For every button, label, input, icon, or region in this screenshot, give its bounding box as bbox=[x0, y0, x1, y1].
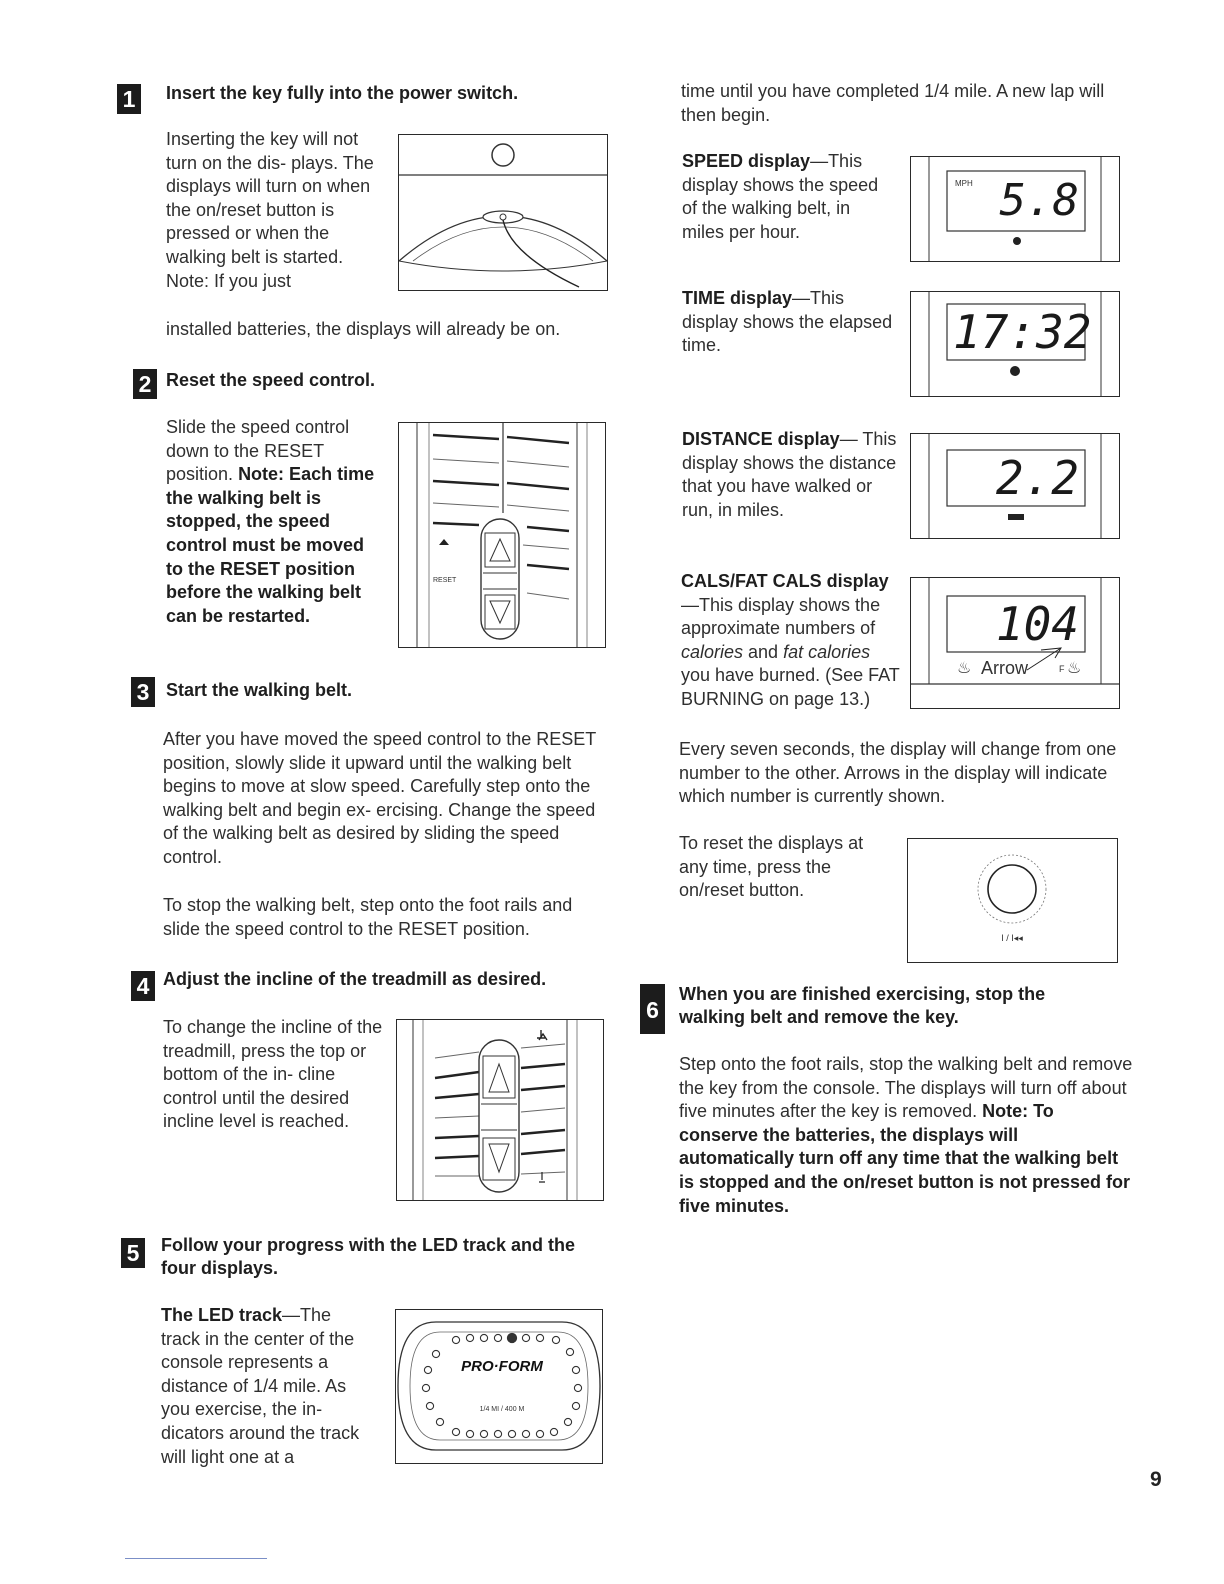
incline-control-figure bbox=[396, 1019, 604, 1201]
step-1-number: 1 bbox=[117, 84, 141, 114]
time-display-figure bbox=[910, 291, 1120, 397]
distance-display-figure bbox=[910, 433, 1120, 539]
cals-display-text: CALS/FAT CALS display—This display shows the approximate numbers of calories and fat calories you have burned. (See FAT BURNING on page 13.) bbox=[681, 571, 900, 709]
led-distance-label: 1/4 MI / 400 M bbox=[479, 1406, 525, 1413]
pro-form-logo: PRO·FORM bbox=[461, 1358, 543, 1375]
step-6-heading: When you are finished exercising, stop the walking belt and remove the key. bbox=[679, 984, 1046, 1027]
step-6-body: Step onto the foot rails, stop the walking belt and remove the key from the console. The displays will turn off about five minutes after the key is removed. Note: To conserve the batteries, the displays will automatically turn off any time that the walking belt is stopped and the on/reset button is not pressed for five minutes. bbox=[679, 1054, 1133, 1216]
step-1-body-tail: installed batteries, the displays will already be on. bbox=[166, 319, 561, 339]
led-continuation: time until you have completed 1/4 mile. A new lap will then begin. bbox=[681, 81, 1105, 125]
step-3-para-1: After you have moved the speed control to the RESET position, slowly slide it upward until the walking belt begins to move at slow speed. Carefully step onto the walking belt and begin ex- ercising. Change the speed of the walking belt as desired by sliding the speed control. bbox=[163, 729, 596, 867]
step-3-para-2: To stop the walking belt, step onto the foot rails and slide the speed control to the RESET position. bbox=[163, 895, 573, 939]
led-track-text: The LED track—The track in the center of the console represents a distance of 1/4 mile. As you exercise, the in- dicators around the track will light one at a bbox=[161, 1305, 360, 1467]
page-number: 9 bbox=[1150, 1468, 1162, 1491]
arrow-label: Arrow bbox=[981, 658, 1029, 678]
display-cycle-text: Every seven seconds, the display will change from one number to the other. Arrows in the display will indicate which number is currently shown. bbox=[679, 739, 1117, 807]
fat-flame-icon: ♨ bbox=[1067, 660, 1082, 677]
step-4-number: 4 bbox=[131, 971, 155, 1001]
step-2-number: 2 bbox=[133, 369, 157, 399]
step-4-body: To change the incline of the treadmill, press the top or bottom of the in- cline control until the desired incline level is reached. bbox=[163, 1017, 383, 1132]
reset-button-figure bbox=[907, 838, 1118, 963]
distance-value: 2.2 bbox=[995, 451, 1079, 505]
reset-label: RESET bbox=[433, 577, 457, 584]
cals-display-figure bbox=[910, 577, 1120, 709]
step-5-heading: Follow your progress with the LED track and the four displays. bbox=[161, 1235, 576, 1278]
speed-display-text: SPEED display—This display shows the speed of the walking belt, in miles per hour. bbox=[682, 151, 879, 242]
led-track-figure bbox=[395, 1309, 603, 1464]
on-reset-button-icon bbox=[988, 865, 1036, 913]
step-1-heading: Insert the key fully into the power switch. bbox=[166, 83, 519, 103]
incline-up-icon bbox=[537, 1030, 547, 1040]
footer-rule bbox=[125, 1558, 267, 1559]
reset-button-label: I / I◂◂ bbox=[1001, 933, 1023, 943]
distance-display-text: DISTANCE display— This display shows the distance that you have walked or run, in miles. bbox=[682, 429, 897, 520]
led-indicators bbox=[422, 1333, 581, 1437]
cal-flame-icon: ♨ bbox=[957, 660, 972, 677]
speed-display-figure bbox=[910, 156, 1120, 262]
distance-icon bbox=[1008, 514, 1024, 520]
fat-label: F bbox=[1059, 664, 1065, 674]
step-3-heading: Start the walking belt. bbox=[166, 680, 353, 700]
clock-icon bbox=[1010, 366, 1020, 376]
step-3-number: 3 bbox=[131, 677, 155, 707]
speed-slider-handle bbox=[481, 519, 519, 639]
speed-value: 5.8 bbox=[999, 175, 1079, 226]
step-2-body: Slide the speed control down to the RESET position. Note: Each time the walking belt is stopped, the speed control must be moved to the RESET position before the walking belt can be restarted. bbox=[166, 417, 375, 626]
step-6-number: 6 bbox=[640, 984, 665, 1034]
reset-display-text: To reset the displays at any time, press the on/reset button. bbox=[679, 833, 864, 901]
power-switch-figure bbox=[398, 134, 608, 291]
speed-control-figure bbox=[398, 422, 606, 648]
step-5-number: 5 bbox=[121, 1238, 145, 1268]
step-2-heading: Reset the speed control. bbox=[166, 370, 376, 390]
step-1-body: Inserting the key will not turn on the dis- plays. The displays will turn on when the on/reset button is pressed or when the walking belt is started. Note: If you just bbox=[166, 129, 374, 291]
time-value: 17:32 bbox=[953, 305, 1092, 359]
step-4-heading: Adjust the incline of the treadmill as desired. bbox=[163, 969, 547, 989]
time-display-text: TIME display—This display shows the elapsed time. bbox=[682, 288, 893, 356]
mph-label: MPH bbox=[955, 179, 973, 188]
cals-value: 104 bbox=[995, 597, 1079, 651]
power-button-icon bbox=[492, 144, 514, 166]
speed-icon bbox=[1013, 237, 1021, 245]
